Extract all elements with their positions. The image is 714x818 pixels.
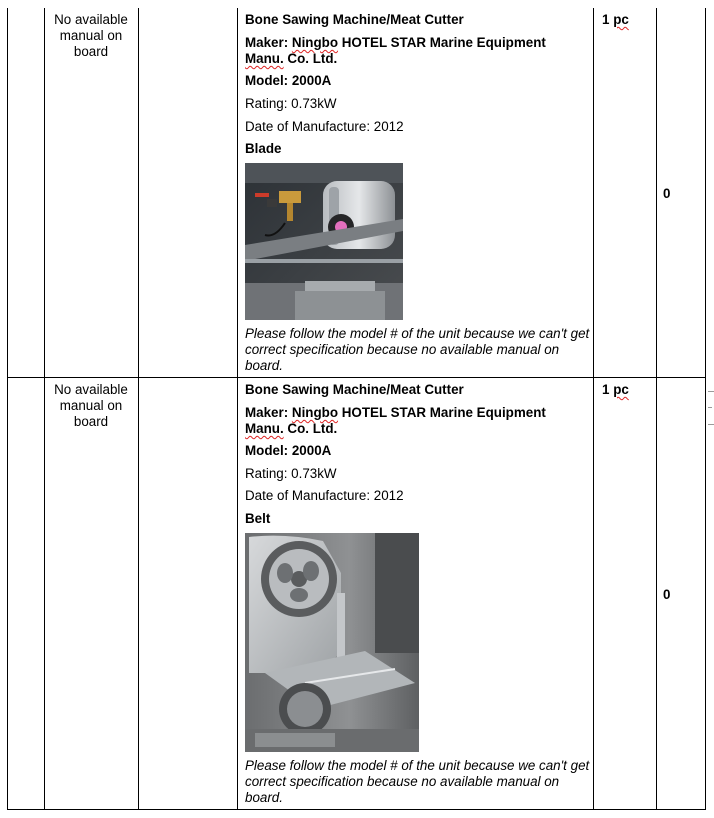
note-text: Please follow the model # of the unit because we can't get correct specification because no available manual on board. <box>245 758 590 805</box>
margin-mark <box>708 407 712 408</box>
maker-name-word: Ningbo <box>291 405 339 420</box>
quantity-number: 1 <box>602 12 610 27</box>
item-title: Bone Sawing Machine/Meat Cutter <box>245 382 464 397</box>
belt-photo <box>245 533 419 752</box>
value-cell: 0 <box>663 186 671 201</box>
value-cell: 0 <box>663 587 671 602</box>
quantity <box>602 382 654 398</box>
rating-line: Rating: 0.73kW <box>245 466 337 481</box>
manual-note: No available manual on board <box>54 12 128 59</box>
maker-line2-rest: Co. Ltd. <box>287 51 338 66</box>
item-title: Bone Sawing Machine/Meat Cutter <box>245 12 464 27</box>
blade-photo-illustration <box>245 163 403 320</box>
column-divider <box>44 8 45 810</box>
table-border-left <box>7 8 8 810</box>
maker-line <box>245 35 590 67</box>
margin-mark <box>708 424 714 425</box>
part-name: Belt <box>245 511 271 526</box>
maker-rest: HOTEL STAR Marine Equipment <box>341 405 546 420</box>
row-divider <box>7 377 706 378</box>
maker-line <box>245 405 590 437</box>
rating-line: Rating: 0.73kW <box>245 96 337 111</box>
quantity-unit: pc <box>613 12 629 27</box>
maker-rest: HOTEL STAR Marine Equipment <box>341 35 546 50</box>
model-line: Model: 2000A <box>245 443 332 458</box>
manual-note: No available manual on board <box>54 382 128 429</box>
maker-name-word: Ningbo <box>291 35 339 50</box>
maker-label: Maker: <box>245 405 289 420</box>
maker-line2-rest: Co. Ltd. <box>287 421 338 436</box>
quantity-number: 1 <box>602 382 610 397</box>
table-border-bottom <box>7 809 706 810</box>
part-name: Blade <box>245 141 282 156</box>
maker-line2-word: Manu. <box>245 51 284 66</box>
maker-line2-word: Manu. <box>245 421 284 436</box>
manufacture-date-line: Date of Manufacture: 2012 <box>245 119 404 134</box>
column-divider <box>656 8 657 810</box>
manufacture-date-line: Date of Manufacture: 2012 <box>245 488 404 503</box>
model-line: Model: 2000A <box>245 73 332 88</box>
margin-mark <box>708 391 714 392</box>
quantity <box>602 12 654 28</box>
quantity-unit: pc <box>613 382 629 397</box>
belt-photo-illustration <box>245 533 419 752</box>
note-text: Please follow the model # of the unit because we can't get correct specification because no available manual on board. <box>245 326 590 373</box>
blade-photo <box>245 163 403 320</box>
column-divider <box>237 8 238 810</box>
column-divider <box>593 8 594 810</box>
table-border-right <box>705 8 706 810</box>
maker-label: Maker: <box>245 35 289 50</box>
column-divider <box>138 8 139 810</box>
